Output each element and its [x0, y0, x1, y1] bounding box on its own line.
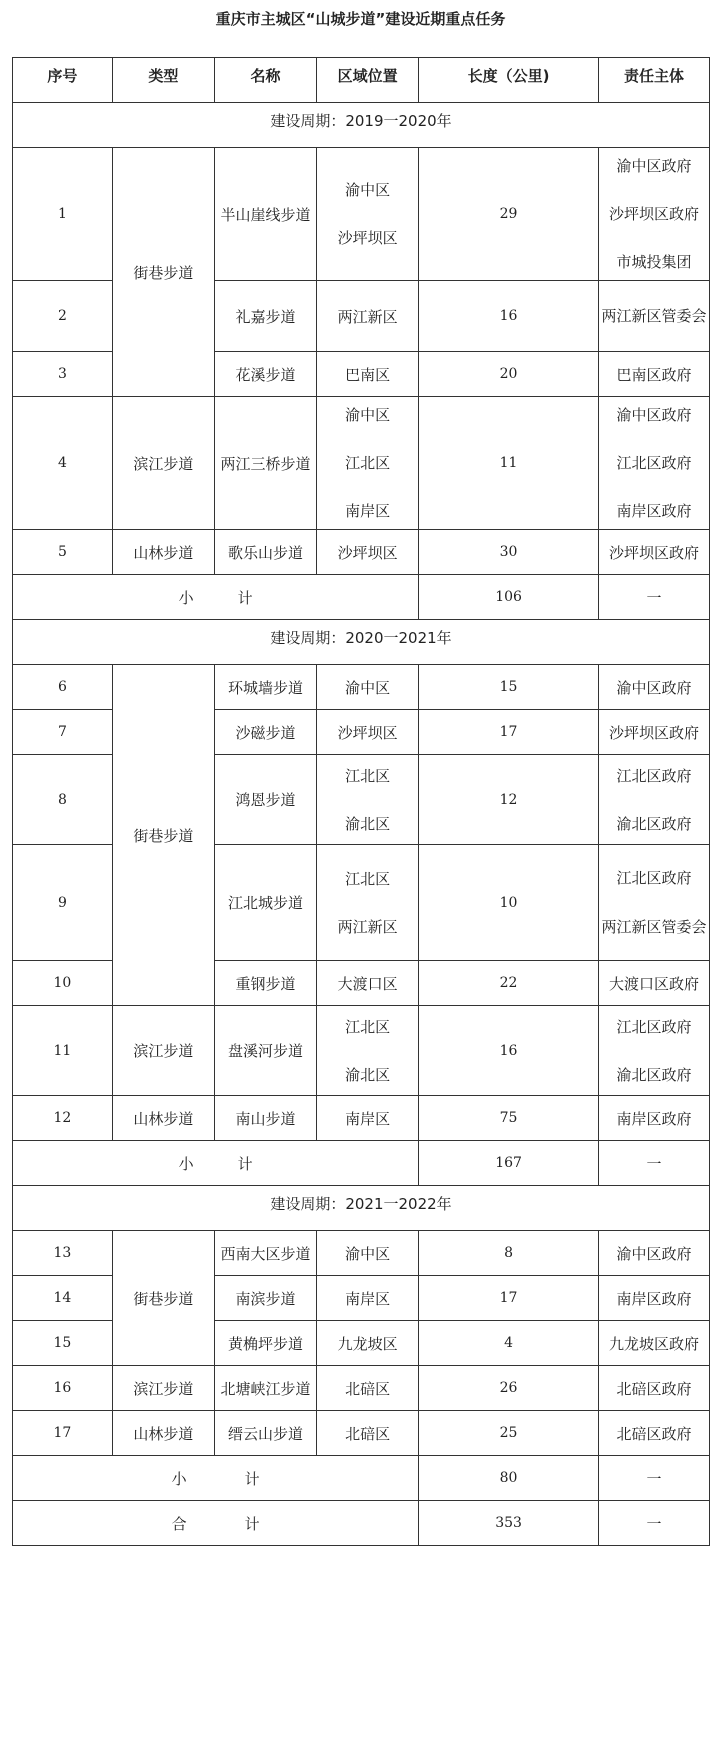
period-row: [13, 1186, 710, 1231]
row-no: 10: [13, 961, 113, 1006]
table-row: [13, 1366, 710, 1411]
header-row: [13, 58, 710, 103]
row-owner: 沙坪坝区政府: [598, 530, 709, 575]
row-no: 14: [13, 1276, 113, 1321]
subtotal-row: [13, 575, 710, 620]
row-area: 北碚区: [317, 1366, 419, 1411]
period-label: 建设周期：2020一2021年: [13, 620, 710, 665]
row-area: 南岸区: [317, 1276, 419, 1321]
row-area: [317, 1006, 419, 1096]
row-area: [317, 755, 419, 845]
row-owner: [598, 148, 709, 281]
row-owner: 大渡口区政府: [598, 961, 709, 1006]
table-row: [13, 665, 710, 710]
owner-line: 江北区政府: [616, 454, 692, 472]
row-name: 黄桷坪步道: [214, 1321, 316, 1366]
row-name: 礼嘉步道: [214, 281, 316, 352]
table-row: [13, 397, 710, 530]
row-no: 3: [13, 352, 113, 397]
total-label: 合 计: [13, 1501, 419, 1546]
subtotal-row: [13, 1456, 710, 1501]
row-area: 渝中区: [317, 1231, 419, 1276]
row-owner: 北碚区政府: [598, 1366, 709, 1411]
row-area: [317, 845, 419, 961]
row-owner: 北碚区政府: [598, 1411, 709, 1456]
header-name: 名称: [214, 58, 316, 103]
owner-line: 江北区政府: [616, 766, 692, 785]
row-name: 歌乐山步道: [214, 530, 316, 575]
row-length: 29: [419, 148, 599, 281]
row-length: 8: [419, 1231, 599, 1276]
row-no: 6: [13, 665, 113, 710]
row-type: 街巷步道: [112, 148, 214, 397]
subtotal-value: 167: [419, 1141, 599, 1186]
owner-line: 渝北区政府: [616, 814, 692, 833]
period-label: 建设周期：2019一2020年: [13, 103, 710, 148]
row-name: 重钢步道: [214, 961, 316, 1006]
row-type: 街巷步道: [112, 1231, 214, 1366]
area-line: 江北区: [345, 1017, 391, 1036]
row-area: 两江新区: [317, 281, 419, 352]
subtotal-owner: 一: [598, 575, 709, 620]
row-owner: 南岸区政府: [598, 1096, 709, 1141]
row-owner: 渝中区政府: [598, 1231, 709, 1276]
row-type: 街巷步道: [112, 665, 214, 1006]
row-no: 9: [13, 845, 113, 961]
row-no: 5: [13, 530, 113, 575]
row-owner: [598, 755, 709, 845]
row-area: 大渡口区: [317, 961, 419, 1006]
row-type: 滨江步道: [112, 1006, 214, 1096]
row-length: 17: [419, 1276, 599, 1321]
period-row: [13, 620, 710, 665]
row-length: 15: [419, 665, 599, 710]
row-area: 北碚区: [317, 1411, 419, 1456]
row-length: 22: [419, 961, 599, 1006]
row-owner: 巴南区政府: [598, 352, 709, 397]
subtotal-label: 小 计: [13, 1456, 419, 1501]
row-area: 沙坪坝区: [317, 530, 419, 575]
row-length: 17: [419, 710, 599, 755]
subtotal-label: 小 计: [13, 1141, 419, 1186]
row-no: 11: [13, 1006, 113, 1096]
row-area: 巴南区: [317, 352, 419, 397]
row-owner: [598, 1006, 709, 1096]
area-line: 渝北区: [345, 1065, 391, 1084]
row-no: 7: [13, 710, 113, 755]
row-no: 12: [13, 1096, 113, 1141]
row-area: 沙坪坝区: [317, 710, 419, 755]
row-name: 半山崖线步道: [214, 148, 316, 281]
owner-line: 江北区政府: [616, 868, 692, 887]
row-name: 南滨步道: [214, 1276, 316, 1321]
row-owner: [598, 845, 709, 961]
area-line: 南岸区: [345, 502, 391, 520]
row-owner: 沙坪坝区政府: [598, 710, 709, 755]
row-owner: 渝中区政府: [598, 665, 709, 710]
row-no: 4: [13, 397, 113, 530]
row-no: 8: [13, 755, 113, 845]
row-length: 16: [419, 281, 599, 352]
row-type: 山林步道: [112, 1411, 214, 1456]
owner-line: 江北区政府: [616, 1017, 692, 1036]
row-length: 12: [419, 755, 599, 845]
task-table: [12, 57, 710, 1546]
row-area: 九龙坡区: [317, 1321, 419, 1366]
row-name: 花溪步道: [214, 352, 316, 397]
area-line: 沙坪坝区: [337, 229, 398, 247]
row-area: 渝中区: [317, 665, 419, 710]
row-length: 30: [419, 530, 599, 575]
owner-line: 渝北区政府: [616, 1065, 692, 1084]
row-type: 山林步道: [112, 1096, 214, 1141]
row-area: [317, 148, 419, 281]
row-name: 南山步道: [214, 1096, 316, 1141]
row-name: 江北城步道: [214, 845, 316, 961]
row-no: 15: [13, 1321, 113, 1366]
row-length: 20: [419, 352, 599, 397]
row-type: 滨江步道: [112, 397, 214, 530]
owner-line: 市城投集团: [616, 253, 692, 271]
row-name: 鸿恩步道: [214, 755, 316, 845]
row-length: 11: [419, 397, 599, 530]
row-length: 25: [419, 1411, 599, 1456]
subtotal-row: [13, 1141, 710, 1186]
header-area: 区域位置: [317, 58, 419, 103]
area-line: 两江新区: [337, 917, 398, 936]
period-label: 建设周期：2021一2022年: [13, 1186, 710, 1231]
owner-line: 两江新区管委会: [601, 917, 707, 936]
header-owner: 责任主体: [598, 58, 709, 103]
row-area: 南岸区: [317, 1096, 419, 1141]
row-type: 滨江步道: [112, 1366, 214, 1411]
row-no: 16: [13, 1366, 113, 1411]
subtotal-owner: 一: [598, 1141, 709, 1186]
area-line: 渝北区: [345, 814, 391, 833]
owner-line: 沙坪坝区政府: [608, 205, 699, 223]
subtotal-value: 80: [419, 1456, 599, 1501]
area-line: 江北区: [345, 869, 391, 888]
row-name: 两江三桥步道: [214, 397, 316, 530]
row-owner: [598, 397, 709, 530]
header-type: 类型: [112, 58, 214, 103]
owner-line: 渝中区政府: [616, 406, 692, 424]
table-row: [13, 530, 710, 575]
row-length: 4: [419, 1321, 599, 1366]
area-line: 渝中区: [345, 181, 391, 199]
owner-line: 南岸区政府: [616, 502, 692, 520]
row-owner: 南岸区政府: [598, 1276, 709, 1321]
table-row: [13, 1096, 710, 1141]
row-name: 北塘峡江步道: [214, 1366, 316, 1411]
row-name: 西南大区步道: [214, 1231, 316, 1276]
row-owner: 两江新区管委会: [598, 281, 709, 352]
row-length: 75: [419, 1096, 599, 1141]
row-no: 1: [13, 148, 113, 281]
row-name: 缙云山步道: [214, 1411, 316, 1456]
table-row: [13, 1411, 710, 1456]
total-owner: 一: [598, 1501, 709, 1546]
row-type: 山林步道: [112, 530, 214, 575]
subtotal-label: 小 计: [13, 575, 419, 620]
document-title: 重庆市主城区“山城步道”建设近期重点任务: [215, 10, 506, 28]
row-no: 13: [13, 1231, 113, 1276]
header-no: 序号: [13, 58, 113, 103]
area-line: 渝中区: [345, 406, 391, 424]
owner-line: 渝中区政府: [616, 157, 692, 175]
subtotal-owner: 一: [598, 1456, 709, 1501]
table-row: [13, 1006, 710, 1096]
subtotal-value: 106: [419, 575, 599, 620]
row-no: 17: [13, 1411, 113, 1456]
table-row: [13, 148, 710, 281]
period-row: [13, 103, 710, 148]
row-no: 2: [13, 281, 113, 352]
row-length: 26: [419, 1366, 599, 1411]
total-value: 353: [419, 1501, 599, 1546]
row-length: 16: [419, 1006, 599, 1096]
area-line: 江北区: [345, 454, 391, 472]
table-row: [13, 1231, 710, 1276]
row-owner: 九龙坡区政府: [598, 1321, 709, 1366]
area-line: 江北区: [345, 766, 391, 785]
row-area: [317, 397, 419, 530]
row-name: 环城墙步道: [214, 665, 316, 710]
header-length: 长度（公里): [419, 58, 599, 103]
total-row: [13, 1501, 710, 1546]
row-name: 沙磁步道: [214, 710, 316, 755]
row-name: 盘溪河步道: [214, 1006, 316, 1096]
row-length: 10: [419, 845, 599, 961]
